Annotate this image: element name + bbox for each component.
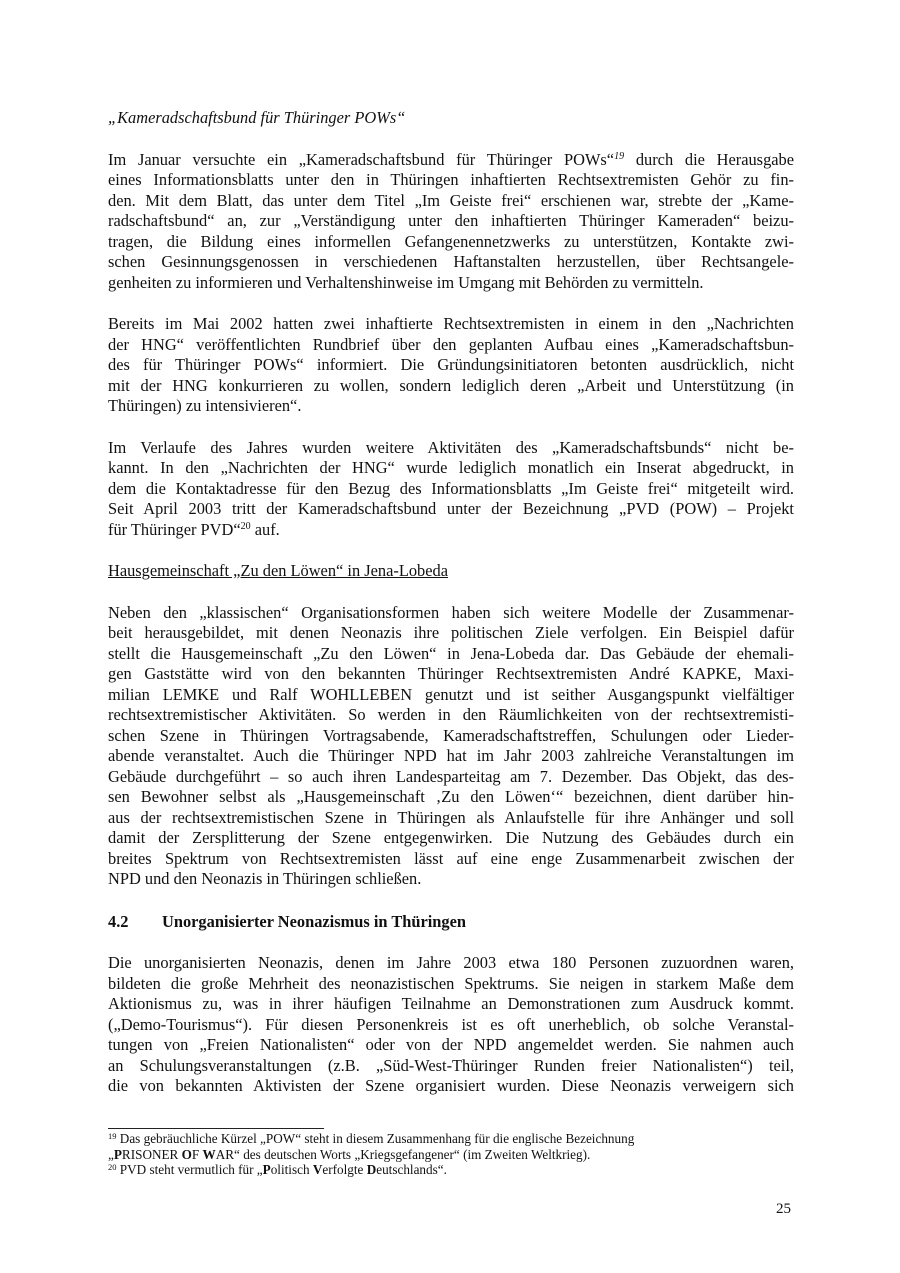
text-line: Neben den „klassischen“ Organisationsformen haben sich weitere Modelle der Zusammenar- bbox=[108, 602, 794, 622]
text-line: Aktionismus zu, was in ihrer häufigen Teilnahme an Demonstrationen zum Ausdruck kommt. bbox=[108, 994, 794, 1013]
subsection-title-kameradschaftsbund: „Kameradschaftsbund für Thüringer POWs“ bbox=[108, 108, 406, 127]
section-number: 4.2 bbox=[108, 911, 129, 931]
text-line: sen Bewohner selbst als „Hausgemeinschaft ‚Zu den Löwen‘“ bezeichnen, dient darüber hin- bbox=[108, 787, 794, 806]
footnotes bbox=[108, 1131, 794, 1178]
text-line: der HNG“ veröffentlichten Rundbrief über den geplanten Aufbau eines „Kameradschaftsbun- bbox=[108, 334, 794, 354]
section-heading-4-2 bbox=[108, 912, 794, 933]
text-line: radschaftsbund“ an, zur „Verständigung unter den inhaftierten Thüringer Kameraden“ beizu- bbox=[108, 211, 794, 230]
footnote-20: $^{20}$ PVD steht vermutlich für „Politisch Verfolgte Deutschlands“. bbox=[108, 1162, 447, 1177]
text-line: tungen von „Freien Nationalisten“ oder von der NPD angemeldet werden. Sie nahmen auch bbox=[108, 1035, 794, 1054]
text-line: breites Spektrum von Rechtsextremisten lässt auf eine enge Zusammenarbeit zwischen der bbox=[108, 848, 794, 868]
text-line: schen Gesinnungsgenossen in verschiedenen Haftanstalten herzustellen, über Rechtsangele- bbox=[108, 252, 794, 271]
text-line: die von bekannten Aktivisten der Szene organisiert wurden. Diese Neonazis verweigern sich bbox=[108, 1076, 794, 1095]
text-line: für Thüringer PVD“$^{20}$ auf. bbox=[108, 519, 280, 539]
text-line: beit herausgebildet, mit denen Neonazis ihre politischen Ziele verfolgen. Ein Beispiel dafür bbox=[108, 623, 794, 642]
text-line: eines Informationsblatts unter den in Thüringen inhaftierten Rechtsextremisten Gehör zu fin- bbox=[108, 170, 794, 189]
footnote-19-continued: „PRISONER OF WAR“ des deutschen Worts „Kriegsgefangener“ (im Zweiten Weltkrieg). bbox=[108, 1146, 591, 1162]
paragraph-unorganisierte-neonazis bbox=[108, 953, 794, 1097]
text-line: mit der HNG konkurrieren zu wollen, sondern lediglich deren „Arbeit und Unterstützung (in bbox=[108, 375, 794, 395]
page-number: 25 bbox=[776, 1201, 791, 1217]
text-line: tragen, die Bildung eines informellen Gefangenennetzwerks zu unterstützen, Kontakte zwi- bbox=[108, 231, 794, 251]
paragraph-verlauf-des-jahres bbox=[108, 438, 794, 541]
text-line: Seit April 2003 tritt der Kameradschaftsbund unter der Bezeichnung „PVD (POW) – Projekt bbox=[108, 499, 794, 518]
text-line: bildeten die große Mehrheit des neonazistischen Spektrums. Sie neigen in starkem Maße dem bbox=[108, 973, 794, 993]
text-line: abende veranstaltet. Auch die Thüringer NPD hat im Jahr 2003 zahlreiche Veranstaltungen im bbox=[108, 746, 794, 765]
text-line: den. Mit dem Blatt, das unter dem Titel „Im Geiste frei“ erschienen war, strebte der „Kame- bbox=[108, 190, 794, 210]
section-title: Unorganisierter Neonazismus in Thüringen bbox=[162, 911, 467, 931]
text-line: schen Szene in Thüringen Vortragsabende, Kameradschaftstreffen, Schulungen oder Lieder- bbox=[108, 725, 794, 745]
text-line: Gebäude durchgeführt – so auch ihren Landesparteitag am 7. Dezember. Das Objekt, das des- bbox=[108, 766, 794, 786]
text-line: Thüringen) zu intensivieren“. bbox=[108, 396, 302, 415]
text-line: („Demo-Tourismus“). Für diesen Personenkreis ist es oft unerheblich, ob solche Veranstal- bbox=[108, 1014, 794, 1034]
text-line: gen Gaststätte wird von den bekannten Thüringer Rechtsextremisten André KAPKE, Maxi- bbox=[108, 664, 794, 683]
text-line: des für Thüringer POWs“ informiert. Die Gründungsinitiatoren betonten ausdrücklich, nicht bbox=[108, 355, 794, 374]
text-line: Im Januar versuchte ein „Kameradschaftsbund für Thüringer POWs“$^{19}$ durch die Herausgabe bbox=[108, 149, 795, 169]
text-line: Bereits im Mai 2002 hatten zwei inhaftierte Rechtsextremisten in einem in den „Nachrichten bbox=[108, 314, 794, 333]
text-line: dem die Kontaktadresse für den Bezug des Informationsblatts „Im Geiste frei“ mitgeteilt wird. bbox=[108, 478, 794, 498]
footnote-ref-19: 19 bbox=[614, 150, 625, 162]
text-line: stellt die Hausgemeinschaft „Zu den Löwen“ in Jena-Lobeda dar. Das Gebäude der ehemali- bbox=[108, 643, 794, 663]
text-line: Die unorganisierten Neonazis, denen im Jahre 2003 etwa 180 Personen zuzuordnen waren, bbox=[108, 953, 794, 972]
footnote-mark: 20 bbox=[108, 1162, 117, 1172]
text-line: NPD und den Neonazis in Thüringen schließen. bbox=[108, 869, 422, 888]
text-line: aus der rechtsextremistischen Szene in Thüringen als Anlaufstelle für ihre Anhänger und soll bbox=[108, 807, 794, 827]
footnote-19: $^{19}$ Das gebräuchliche Kürzel „POW“ steht in diesem Zusammenhang für die englische Bezeichnung bbox=[108, 1131, 635, 1146]
text-line: an Schulungsveranstaltungen (z.B. „Süd-West-Thüringer Runden freier Nationalisten“) teil, bbox=[108, 1055, 794, 1075]
text-line: genheiten zu informieren und Verhaltenshinweise im Umgang mit Behörden zu vermitteln. bbox=[108, 272, 704, 292]
paragraph-hausgemeinschaft bbox=[108, 603, 794, 890]
footnote-ref-20: 20 bbox=[240, 520, 251, 532]
text-line: milian LEMKE und Ralf WOHLLEBEN genutzt und ist seither Ausgangspunkt vielfältiger bbox=[108, 684, 794, 704]
footnote-separator bbox=[108, 1128, 324, 1129]
paragraph-mai-2002 bbox=[108, 314, 794, 417]
text-line: rechtsextremistischer Aktivitäten. So werden in den Räumlichkeiten von der rechtsextremisti- bbox=[108, 705, 794, 724]
text-line: damit der Zersplitterung der Szene entgegenwirken. Die Nutzung des Gebäudes durch ein bbox=[108, 828, 794, 847]
text-line: Im Verlaufe des Jahres wurden weitere Aktivitäten des „Kameradschaftsbunds“ nicht be- bbox=[108, 437, 794, 457]
footnote-mark: 19 bbox=[108, 1131, 117, 1141]
text-line: kannt. In den „Nachrichten der HNG“ wurde lediglich monatlich ein Inserat abgedruckt, in bbox=[108, 458, 794, 477]
document-body bbox=[108, 100, 794, 1097]
paragraph-kameradschaftsbund-intro bbox=[108, 150, 794, 294]
subsection-title-hausgemeinschaft: Hausgemeinschaft „Zu den Löwen“ in Jena-Lobeda bbox=[108, 561, 448, 580]
